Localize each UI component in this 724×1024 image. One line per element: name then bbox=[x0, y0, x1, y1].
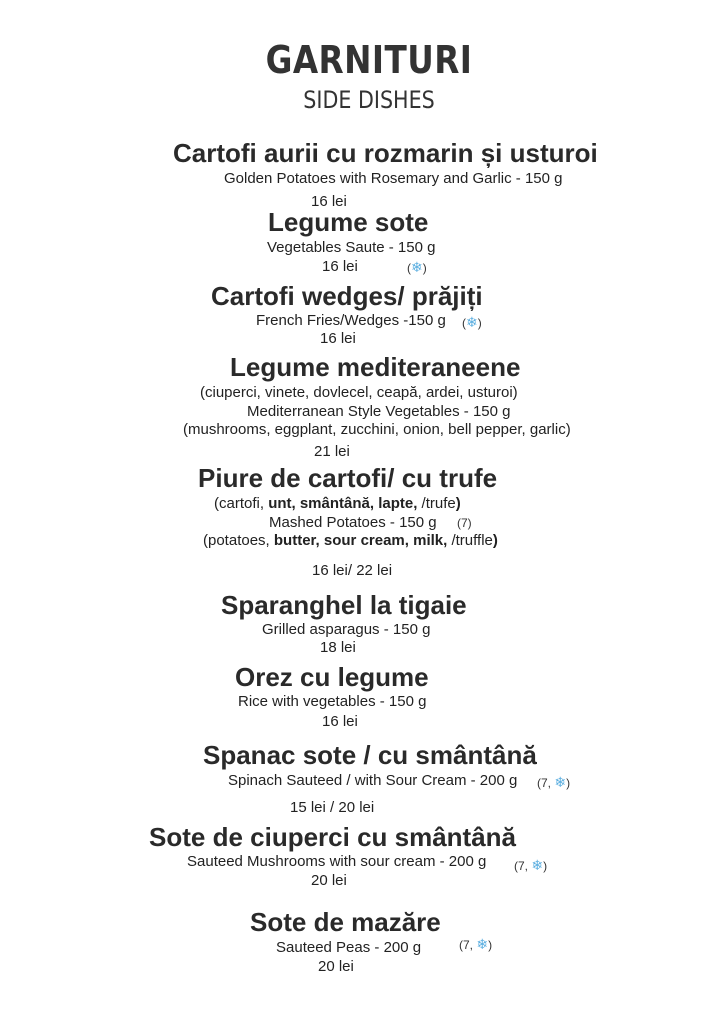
dish-ingredients-ro: (cartofi, unt, smântână, lapte, /trufe) bbox=[214, 495, 461, 512]
dish-name: Sote de ciuperci cu smântână bbox=[149, 822, 517, 852]
dish-description: Golden Potatoes with Rosemary and Garlic - 150 g bbox=[224, 170, 563, 187]
dish-price: 20 lei bbox=[318, 958, 354, 975]
dish-price: 16 lei bbox=[311, 193, 347, 210]
snowflake-icon: ❄ bbox=[411, 259, 423, 275]
dish-ingredients-en: (mushrooms, eggplant, zucchini, onion, bell pepper, garlic) bbox=[183, 421, 571, 438]
dish-description: Mediterranean Style Vegetables - 150 g bbox=[247, 403, 511, 420]
frozen-marker: (❄) bbox=[407, 259, 427, 275]
dish-price: 16 lei bbox=[322, 258, 358, 275]
dish-price: 15 lei / 20 lei bbox=[290, 799, 375, 816]
dish-name: Cartofi wedges/ prăjiți bbox=[211, 281, 483, 311]
dish-price: 16 lei/ 22 lei bbox=[312, 562, 393, 579]
dish-description: Mashed Potatoes - 150 g bbox=[269, 514, 437, 531]
dish-name: Legume mediteraneene bbox=[230, 352, 521, 382]
dish-price: 20 lei bbox=[311, 872, 347, 889]
snowflake-icon: ❄ bbox=[554, 774, 567, 790]
dish-name: Cartofi aurii cu rozmarin și usturoi bbox=[173, 138, 598, 168]
dish-price: 16 lei bbox=[320, 330, 356, 347]
dish-price: 16 lei bbox=[322, 713, 358, 730]
allergen-code: (7) bbox=[457, 516, 472, 530]
dish-description: Spinach Sauteed / with Sour Cream - 200 g bbox=[228, 772, 518, 789]
dish-name: Sparanghel la tigaie bbox=[221, 590, 467, 620]
dish-description: Vegetables Saute - 150 g bbox=[267, 239, 436, 256]
dish-name: Spanac sote / cu smântână bbox=[203, 740, 537, 770]
dish-price: 18 lei bbox=[320, 639, 356, 656]
dish-description: French Fries/Wedges -150 g bbox=[256, 312, 446, 329]
dish-name: Legume sote bbox=[268, 207, 429, 237]
snowflake-icon: ❄ bbox=[531, 857, 544, 873]
page-subtitle: SIDE DISHES bbox=[303, 86, 435, 114]
dish-name: Orez cu legume bbox=[235, 662, 429, 692]
dish-ingredients-en: (potatoes, butter, sour cream, milk, /truffle) bbox=[203, 532, 498, 549]
allergen-code: (7, ❄) bbox=[459, 936, 493, 952]
dish-description: Sauteed Mushrooms with sour cream - 200 g bbox=[187, 853, 487, 870]
snowflake-icon: ❄ bbox=[466, 314, 478, 330]
frozen-marker: (❄) bbox=[462, 314, 482, 330]
dish-ingredients-ro: (ciuperci, vinete, dovlecel, ceapă, ardei, usturoi) bbox=[200, 384, 518, 401]
snowflake-icon: ❄ bbox=[476, 936, 489, 952]
allergen-code: (7, ❄) bbox=[514, 857, 548, 873]
dish-description: Grilled asparagus - 150 g bbox=[262, 621, 431, 638]
allergen-code: (7, ❄) bbox=[537, 774, 571, 790]
dish-name: Piure de cartofi/ cu trufe bbox=[198, 463, 498, 493]
dish-name: Sote de mazăre bbox=[250, 907, 441, 937]
dish-price: 21 lei bbox=[314, 443, 350, 460]
dish-description: Sauteed Peas - 200 g bbox=[276, 939, 422, 956]
page-title: GARNITURI bbox=[265, 38, 473, 82]
dish-description: Rice with vegetables - 150 g bbox=[238, 693, 427, 710]
